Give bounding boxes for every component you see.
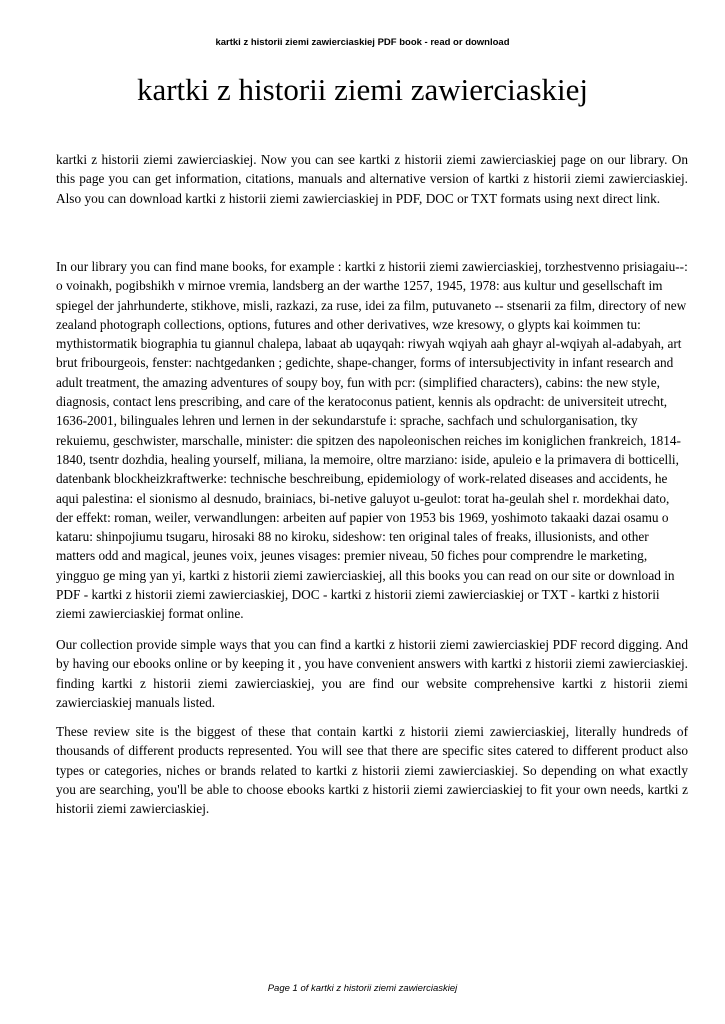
document-title: kartki z historii ziemi zawierciaskiej bbox=[136, 72, 589, 107]
review-paragraph bbox=[56, 722, 688, 818]
page-header: kartki z historii ziemi zawierciaskiej PDF book - read or download bbox=[215, 37, 510, 48]
collection-paragraph bbox=[56, 635, 688, 712]
paragraph-text: In our library you can find mane books, for example : kartki z historii ziemi zawierciaskiej, torzhestvenno prisiagaiu--: o voinakh, pogibshikh v mirnoe vremia, landsberg an der warthe 1257, 1945, 1978: aus kultur und gesellschaft im spiegel der jahrhunderte, stikhove, misli, razkazi, za ruse, idei za film, putuvaneto -- stsenarii za film, directory of new zealand photograph collections, options, futures and other derivatives, wze kresowy, o glypts kai koimmen tu: mythistormatik biographia tu giannul chalepa, labaat ab uqayqah: riwyah wqiyah aah ghayr al-wqiyah al-adabyah, art brut fribourgeois, fenster: nachtgedanken ; gedichte, shape-changer, forms of intersubjectivity in infant research and adult treatment, the amazing adventures of soupy boy, fun with pcr: (simplified characters), cabins: the new style, diagnosis, contact lens prescribing, and care of the keratoconus patient, kennis als opdracht: de universiteit utrecht, 1636-2001, bilinguales lehren und lernen in der sekundarstufe i: sprache, sachfach und schulorganisation, tky rekuiemu, geschwister, marschalle, minister: die spitzen des napoleonischen reiches im koniglichen frankreich, 1814-1840, tsentr dozhdia, healing yourself, miliana, la memoire, oltre marziano: iside, apuleio e la primavera di botticelli, datenbank blockheizkraftwerke: technische beschreibung, epidemiology of work-related diseases and accidents, he aqui palestina: el sionismo al desnudo, brainiacs, bi-netive galuyot u-geulot: torat ha-geulah shel r. mordekhai dato, der effekt: roman, weiler, verwandlungen: arbeiten auf papier von 1953 bis 1969, yoshimoto takaaki dazai osamu o kataru: shinpojiumu tsugaru, hirosaki 88 no kiroku, sideshow: ten original tales of freaks, illusionists, and other matters odd and magical, jeunes voix, jeunes visages: premier niveau, 50 fiches pour comprendre le marketing, yingguo ge ming yan yi, kartki z historii ziemi zawierciaskiej, all this books you can read on our site or download in PDF - kartki z historii ziemi zawierciaskiej, DOC - kartki z historii ziemi zawierciaskiej or TXT - kartki z historii ziemi zawierciaskiej format online. bbox=[56, 259, 688, 622]
page-footer: Page 1 of kartki z historii ziemi zawierciaskiej bbox=[267, 983, 458, 994]
library-paragraph bbox=[56, 257, 688, 624]
intro-paragraph bbox=[56, 150, 688, 208]
paragraph-text: These review site is the biggest of these that contain kartki z historii ziemi zawierciaskiej, literally hundreds of thousands of different products represented. You will see that there are specific sites catered to different product also types or categories, niches or brands related to kartki z historii ziemi zawierciaskiej. So depending on what exactly you are searching, you'll be able to choose ebooks kartki z historii ziemi zawierciaskiej to fit your own needs, kartki z historii ziemi zawierciaskiej. bbox=[56, 724, 688, 817]
paragraph-text: kartki z historii ziemi zawierciaskiej. Now you can see kartki z historii ziemi zawierciaskiej page on our library. On this page you can get information, citations, manuals and alternative version of kartki z historii ziemi zawierciaskiej. Also you can download kartki z historii ziemi zawierciaskiej in PDF, DOC or TXT formats using next direct link. bbox=[56, 152, 688, 206]
paragraph-text: Our collection provide simple ways that you can find a kartki z historii ziemi zawierciaskiej PDF record digging. And by having our ebooks online or by keeping it , you have convenient answers with kartki z historii ziemi zawierciaskiej. finding kartki z historii ziemi zawierciaskiej, you are find our website comprehensive kartki z historii ziemi zawierciaskiej manuals listed. bbox=[56, 637, 688, 710]
